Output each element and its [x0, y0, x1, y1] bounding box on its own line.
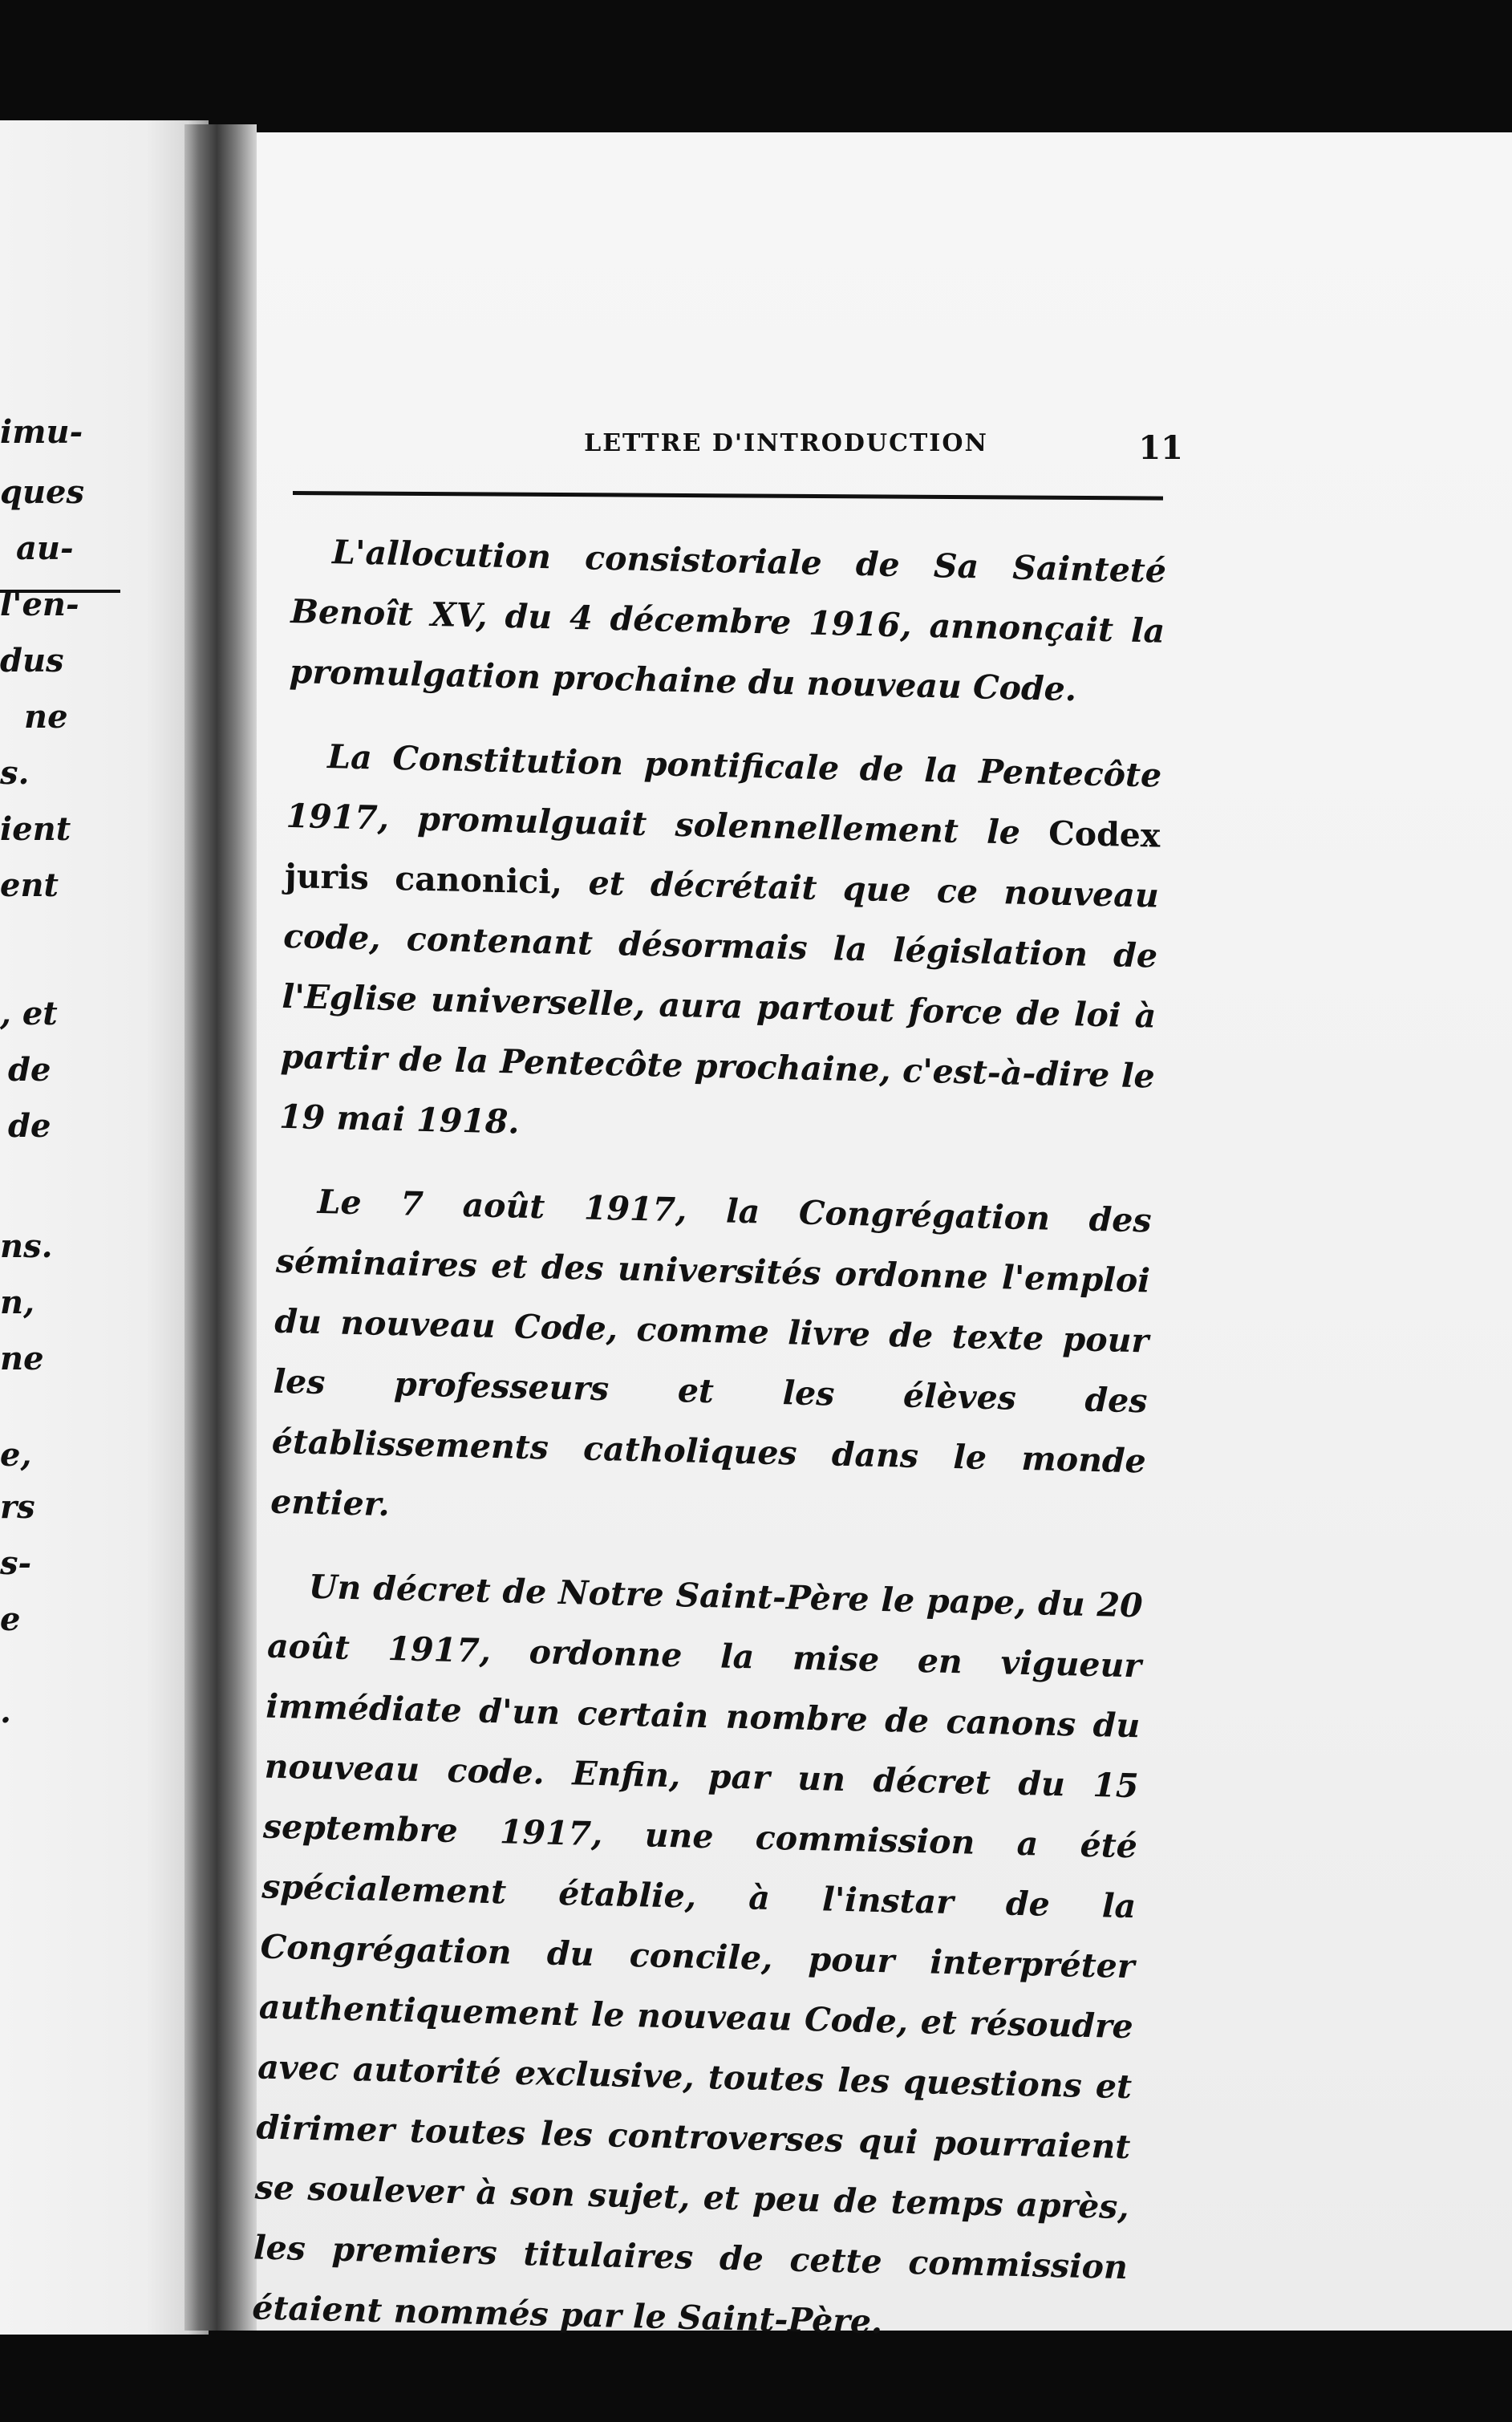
left-fragment: s.: [0, 754, 30, 792]
paragraph-constitution: [278, 726, 1162, 1167]
left-fragment: dus: [0, 642, 64, 680]
left-fragment: au-: [16, 529, 74, 567]
paragraph-congregation: Le 7 août 1917, la Congrégation des séminaires et des universités ordonne l'emploi du nouveau Code, comme livre de texte pour les professeurs et les élèves des établissements catholiques dans le monde entier.: [270, 1182, 1153, 1524]
codex-title: Codex juris canonici,: [284, 813, 1161, 902]
left-fragment: rs: [0, 1488, 35, 1526]
left-fragment: de: [8, 1051, 51, 1089]
left-fragment: ns.: [0, 1227, 53, 1265]
left-fragment: .: [0, 1693, 11, 1730]
left-fragment: ne: [24, 698, 68, 736]
paragraph-decree: Un décret de Notre Saint-Père le pape, du 20 août 1917, ordonne la mise en vigueur immédiate d'un certain nombre de canons du nouveau code. Enfin, par un décret du 15 septembre 1917, une commission a été spécialement établie, à l'instar de la Congrégation du concile, pour interpréter authentiquement le nouveau Code, et résoudre avec autorité exclusive, toutes les questions et dirimer toutes les controverses qui pourraient se soulever à son sujet, et peu de temps après, les premiers titulaires de cette commission étaient nommés par le Saint-Père.: [251, 1567, 1144, 2342]
page-number: 11: [1138, 429, 1183, 467]
left-fragment: s-: [0, 1544, 32, 1582]
left-fragment: e: [0, 1600, 21, 1638]
scan-border-top: [0, 0, 1512, 136]
left-fragment: e,: [0, 1436, 32, 1474]
left-fragment: l'en-: [0, 586, 79, 623]
paragraph-constitution-rest: et décrétait que ce nouveau code, contenant désormais la législation de l'Eglise universelle, aura partout force de loi à partir de la Pentecôte prochaine, c'est-à-dire le 19 mai 1918.: [278, 862, 1160, 1142]
running-head-title: LETTRE D'INTRODUCTION: [584, 429, 988, 457]
left-fragment: n,: [0, 1284, 35, 1321]
left-fragment: de: [8, 1107, 51, 1145]
left-fragment: ques: [0, 473, 85, 511]
left-fragment: ient: [0, 810, 71, 848]
left-fragment: ent: [0, 866, 59, 904]
paragraph-allocution: L'allocution consistoriale de Sa Sainteté Benoît XV, du 4 décembre 1916, annonçait la promulgation prochaine du nouveau Code.: [289, 533, 1167, 709]
book-spine-gutter: [184, 124, 257, 2331]
body-text: [251, 521, 1167, 2382]
paragraph-constitution-lead: La Constitution pontificale de la Pentecôte 1917, promulguait solennellement le: [286, 737, 1162, 853]
left-fragment: ne: [0, 1340, 44, 1377]
left-fragment: , et: [0, 995, 58, 1032]
left-fragment: imu-: [0, 413, 83, 451]
